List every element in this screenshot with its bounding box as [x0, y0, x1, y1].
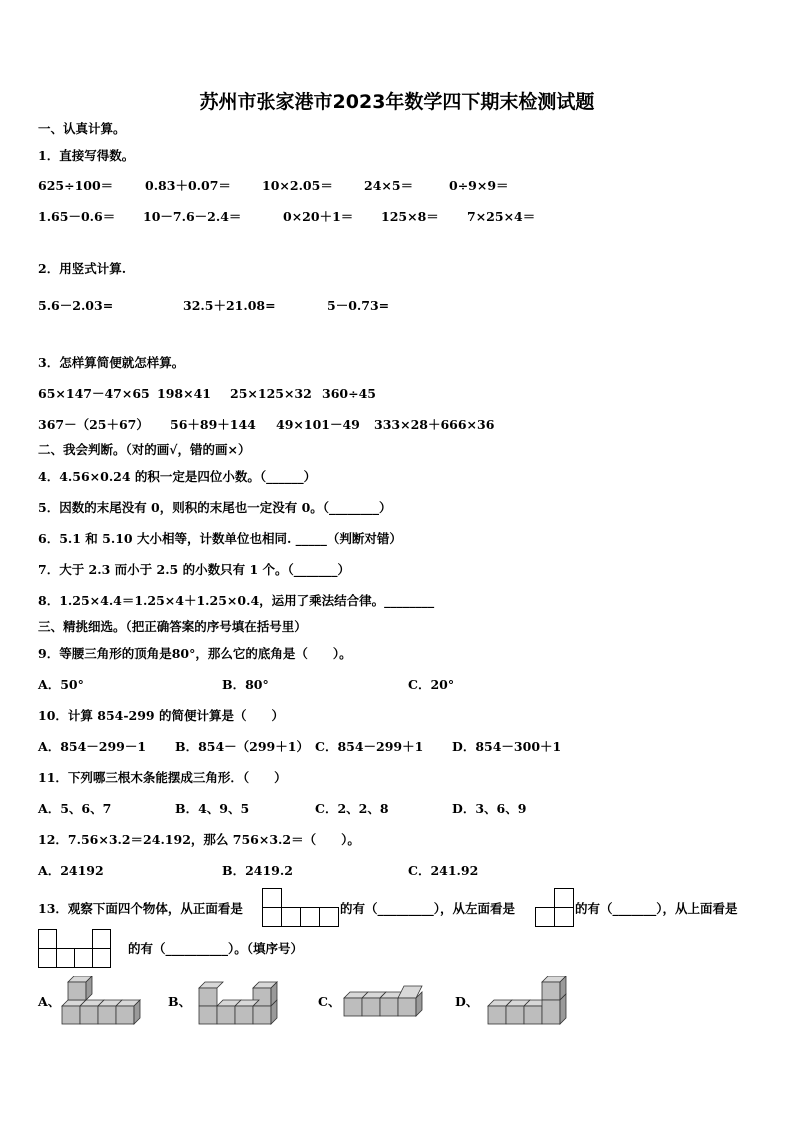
q12-stem: 12．7.56×3.2＝24.192，那么 756×3.2＝（ ）。	[38, 832, 360, 847]
section-3-heading: 三、精挑细选。（把正确答案的序号填在括号里）	[38, 619, 307, 634]
q6-text: 6．5.1 和 5.10 大小相等，计数单位也相同. _____（判断对错）	[38, 531, 402, 546]
q10-option: C．854－299＋1	[315, 739, 424, 754]
q1-item: 0×20＋1＝	[283, 209, 354, 224]
q2-item: 5.6－2.03=	[38, 298, 114, 313]
q1-label: 1．直接写得数。	[38, 148, 135, 163]
q1-item: 1.65－0.6＝	[38, 209, 116, 224]
q13-text-front: 13．观察下面四个物体，从正面看是	[38, 901, 243, 916]
cube-figure-b	[197, 980, 279, 1026]
cube-figure-c	[342, 984, 430, 1018]
cube-figure-d	[486, 976, 574, 1026]
exam-title: 苏州市张家港市2023年数学四下期末检测试题	[199, 91, 595, 113]
q7-text: 7．大于 2.3 而小于 2.5 的小数只有 1 个。（_______）	[38, 562, 351, 577]
section-1-heading: 一、认真计算。	[38, 121, 126, 136]
q1-item: 125×8＝	[381, 209, 439, 224]
q13-option-d-label: D、	[455, 994, 479, 1009]
q10-option: B．854－（299＋1）	[175, 739, 309, 754]
q9-stem: 9．等腰三角形的顶角是80°，那么它的底角是（ ）。	[38, 646, 352, 661]
q3-label: 3．怎样算简便就怎样算。	[38, 355, 185, 370]
q3-item: 360÷45	[322, 386, 376, 401]
q9-option: B．80°	[222, 677, 269, 692]
q3-item: 49×101－49	[276, 417, 360, 432]
q11-option: C．2、2、8	[315, 801, 389, 816]
q11-option: D．3、6、9	[452, 801, 527, 816]
q3-item: 56＋89＋144	[170, 417, 256, 432]
q13-text-end: 的有（__________）。（填序号）	[128, 941, 304, 956]
top-view-grid	[38, 929, 112, 969]
q2-item: 5－0.73=	[327, 298, 390, 313]
left-view-grid	[535, 888, 575, 928]
section-2-heading: 二、我会判断。（对的画√，错的画×）	[38, 442, 251, 457]
q10-option: A．854－299－1	[38, 739, 147, 754]
q3-item: 198×41	[157, 386, 211, 401]
q10-stem: 10．计算 854-299 的简便计算是（ ）	[38, 708, 284, 723]
q8-text: 8．1.25×4.4＝1.25×4＋1.25×0.4，运用了乘法结合律。________	[38, 593, 435, 608]
q13-option-a-label: A、	[38, 994, 61, 1009]
q1-item: 10－7.6－2.4＝	[143, 209, 242, 224]
q3-item: 25×125×32	[230, 386, 312, 401]
q1-item: 24×5＝	[364, 178, 414, 193]
q9-option: A．50°	[38, 677, 84, 692]
front-view-grid	[262, 888, 340, 928]
q11-option: B．4、9、5	[175, 801, 250, 816]
q1-item: 7×25×4＝	[467, 209, 536, 224]
q13-text-left: 的有（_________），从左面看是	[340, 901, 516, 916]
q13-option-b-label: B、	[168, 994, 192, 1009]
q2-label: 2．用竖式计算.	[38, 261, 127, 276]
q13-text-top: 的有（_______），从上面看是	[575, 901, 738, 916]
q1-item: 10×2.05＝	[262, 178, 333, 193]
cube-figure-a	[60, 976, 142, 1026]
q1-item: 0÷9×9＝	[449, 178, 509, 193]
q13-option-c-label: C、	[318, 994, 341, 1009]
q12-option: A．24192	[38, 863, 104, 878]
q3-item: 367－（25＋67）	[38, 417, 149, 432]
q12-option: C．241.92	[408, 863, 479, 878]
q5-text: 5．因数的末尾没有 0，则积的末尾也一定没有 0。（________）	[38, 500, 392, 515]
q3-item: 65×147－47×65	[38, 386, 150, 401]
q11-stem: 11．下列哪三根木条能摆成三角形．（ ）	[38, 770, 287, 785]
q1-item: 625÷100＝	[38, 178, 114, 193]
q10-option: D．854－300＋1	[452, 739, 562, 754]
q12-option: B．2419.2	[222, 863, 293, 878]
q2-item: 32.5＋21.08=	[183, 298, 276, 313]
q1-item: 0.83＋0.07＝	[145, 178, 231, 193]
q9-option: C．20°	[408, 677, 455, 692]
q11-option: A．5、6、7	[38, 801, 112, 816]
q3-item: 333×28＋666×36	[374, 417, 495, 432]
q4-text: 4．4.56×0.24 的积一定是四位小数。（______）	[38, 469, 317, 484]
